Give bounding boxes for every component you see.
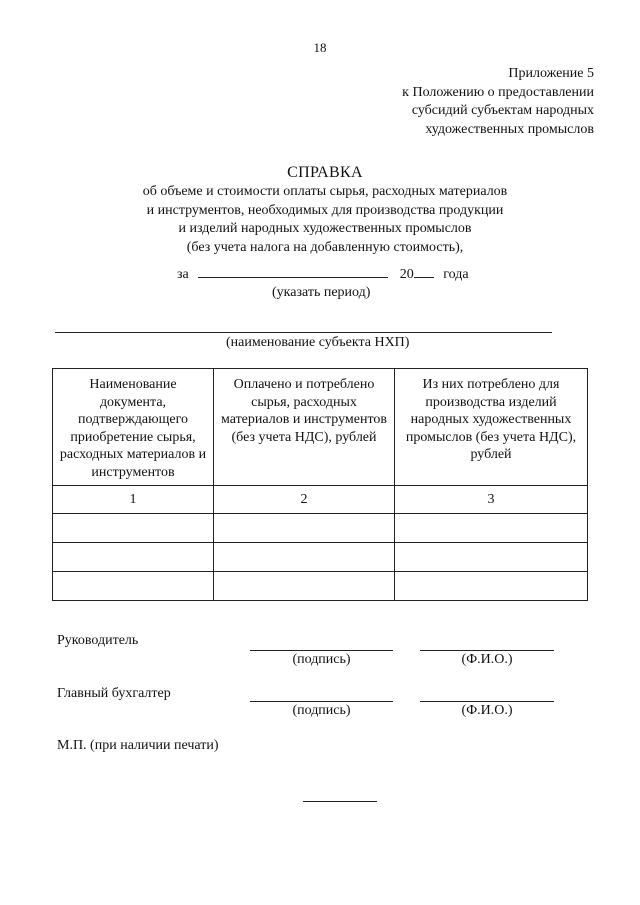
accountant-name-field[interactable] bbox=[420, 701, 554, 702]
appendix-line: Приложение 5 bbox=[508, 66, 594, 81]
year-field[interactable] bbox=[414, 266, 434, 278]
accountant-name-hint: (Ф.И.О.) bbox=[461, 703, 513, 718]
table-row bbox=[53, 572, 588, 601]
column-number: 3 bbox=[395, 486, 588, 514]
appendix-line: художественных промыслов bbox=[425, 121, 594, 137]
accountant-signature-hint: (подпись) bbox=[292, 703, 351, 718]
manager-signature-hint: (подпись) bbox=[292, 652, 351, 667]
table-header-cell: Из них потреблено для производства изделий народных художественных промыслов (без учета НДС), рублей bbox=[395, 369, 588, 486]
table-cell[interactable] bbox=[53, 543, 214, 572]
stamp-note: М.П. (при наличии печати) bbox=[57, 738, 219, 753]
manager-label: Руководитель bbox=[57, 633, 139, 648]
table-cell[interactable] bbox=[395, 514, 588, 543]
table-cell[interactable] bbox=[53, 572, 214, 601]
subtitle-line: (без учета налога на добавленную стоимость), bbox=[186, 239, 464, 255]
subtitle-line: об объеме и стоимости оплаты сырья, расходных материалов bbox=[142, 184, 508, 199]
table-cell[interactable] bbox=[395, 543, 588, 572]
period-field[interactable] bbox=[198, 266, 388, 278]
table-row bbox=[53, 543, 588, 572]
entity-hint: (наименование субъекта НХП) bbox=[226, 335, 410, 350]
accountant-label: Главный бухгалтер bbox=[57, 686, 171, 701]
table-cell[interactable] bbox=[214, 572, 395, 601]
bottom-divider bbox=[303, 801, 377, 802]
title-block bbox=[0, 163, 640, 257]
materials-table bbox=[52, 368, 588, 601]
period-row bbox=[177, 266, 469, 284]
document-title: СПРАВКА bbox=[287, 164, 363, 181]
column-number: 2 bbox=[214, 486, 395, 514]
period-year-prefix: 20 bbox=[399, 267, 414, 282]
table-row bbox=[53, 514, 588, 543]
table-cell[interactable] bbox=[395, 572, 588, 601]
appendix-line: к Положению о предоставлении bbox=[402, 84, 594, 100]
manager-name-field[interactable] bbox=[420, 650, 554, 651]
column-number: 1 bbox=[53, 486, 214, 514]
manager-signature-field[interactable] bbox=[250, 650, 393, 651]
subtitle-line: и инструментов, необходимых для производства продукции bbox=[146, 202, 504, 218]
manager-name-hint: (Ф.И.О.) bbox=[461, 652, 513, 667]
table-header-cell: Оплачено и потреблено сырья, расходных материалов и инструментов (без учета НДС), рублей bbox=[214, 369, 395, 486]
period-hint: (указать период) bbox=[272, 285, 371, 300]
period-year-suffix: года bbox=[443, 267, 469, 282]
document-subtitle bbox=[0, 183, 640, 257]
entity-name-field[interactable] bbox=[55, 332, 552, 333]
accountant-signature-field[interactable] bbox=[250, 701, 393, 702]
table-header-row bbox=[53, 369, 588, 486]
table-cell[interactable] bbox=[214, 514, 395, 543]
subtitle-line: и изделий народных художественных промыслов bbox=[178, 221, 472, 236]
table-number-row bbox=[53, 486, 588, 514]
page-number: 18 bbox=[313, 40, 327, 55]
table-cell[interactable] bbox=[53, 514, 214, 543]
table-cell[interactable] bbox=[214, 543, 395, 572]
period-prefix: за bbox=[177, 267, 189, 282]
appendix-reference bbox=[402, 65, 594, 139]
table-header-cell: Наименование документа, подтверждающего приобретение сырья, расходных материалов и инструментов bbox=[53, 369, 214, 486]
appendix-line: субсидий субъектам народных bbox=[411, 103, 594, 118]
